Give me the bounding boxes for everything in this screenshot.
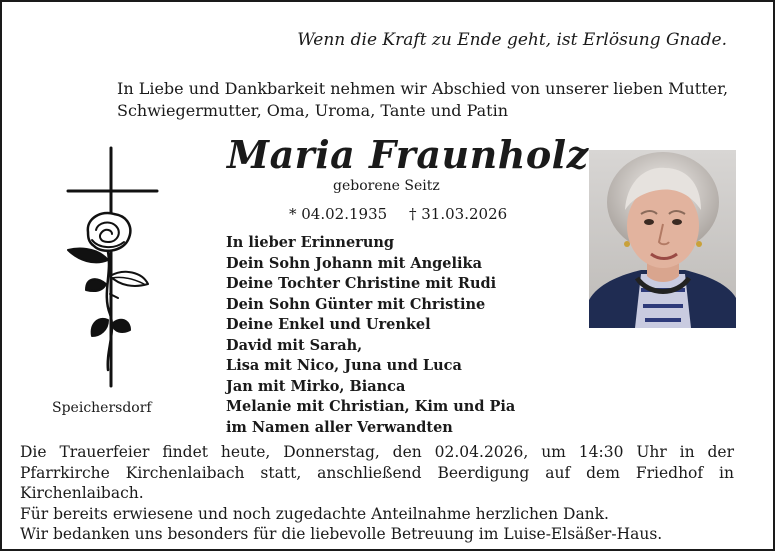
birth-date: * 04.02.1935 — [289, 205, 388, 223]
mourner-line: Deine Enkel und Urenkel — [226, 316, 431, 333]
mourner-line: In lieber Erinnerung — [226, 234, 395, 251]
funeral-details — [20, 442, 734, 545]
thanks-text: Für bereits erwiesene und noch zugedachte Anteilnahme herzlichen Dank. — [20, 504, 609, 523]
mourner-line: Jan mit Mirko, Bianca — [226, 377, 406, 395]
place-name: Speichersdorf — [52, 400, 152, 416]
mourner-line: Deine Tochter Christine mit Rudi — [226, 275, 497, 292]
cross-rose-icon — [62, 144, 162, 390]
maiden-name: geborene Seitz — [333, 178, 440, 194]
deceased-name: Maria Fraunholz — [227, 132, 589, 177]
funeral-info: Die Trauerfeier findet heute, Donnerstag, den 02.04.2026, um 14:30 Uhr in der Pfarrkirche Kirchenlaibach statt, anschließend Beerdigung auf dem Friedhof in Kirchenlaibach. — [20, 443, 734, 502]
mourner-line: im Namen aller Verwandten — [226, 418, 453, 436]
mourners-list — [226, 233, 515, 438]
mourner-line: David mit Sarah, — [226, 336, 363, 354]
mourner-line: Dein Sohn Günter mit Christine — [226, 295, 486, 313]
mourner-line: Melanie mit Christian, Kim und Pia — [226, 398, 516, 415]
portrait-photo — [589, 150, 736, 328]
death-date: † 31.03.2026 — [409, 205, 508, 223]
mourner-line: Lisa mit Nico, Juna und Luca — [226, 357, 462, 374]
intro-text: In Liebe und Dankbarkeit nehmen wir Abschied von unserer lieben Mutter, Schwiegermutter, Oma, Uroma, Tante und Patin — [117, 79, 729, 120]
motto: Wenn die Kraft zu Ende geht, ist Erlösung Gnade. — [297, 30, 727, 50]
care-thanks-text: Wir bedanken uns besonders für die liebevolle Betreuung im Luise-Elsäßer-Haus. — [20, 525, 663, 543]
mourner-line: Dein Sohn Johann mit Angelika — [226, 254, 482, 272]
